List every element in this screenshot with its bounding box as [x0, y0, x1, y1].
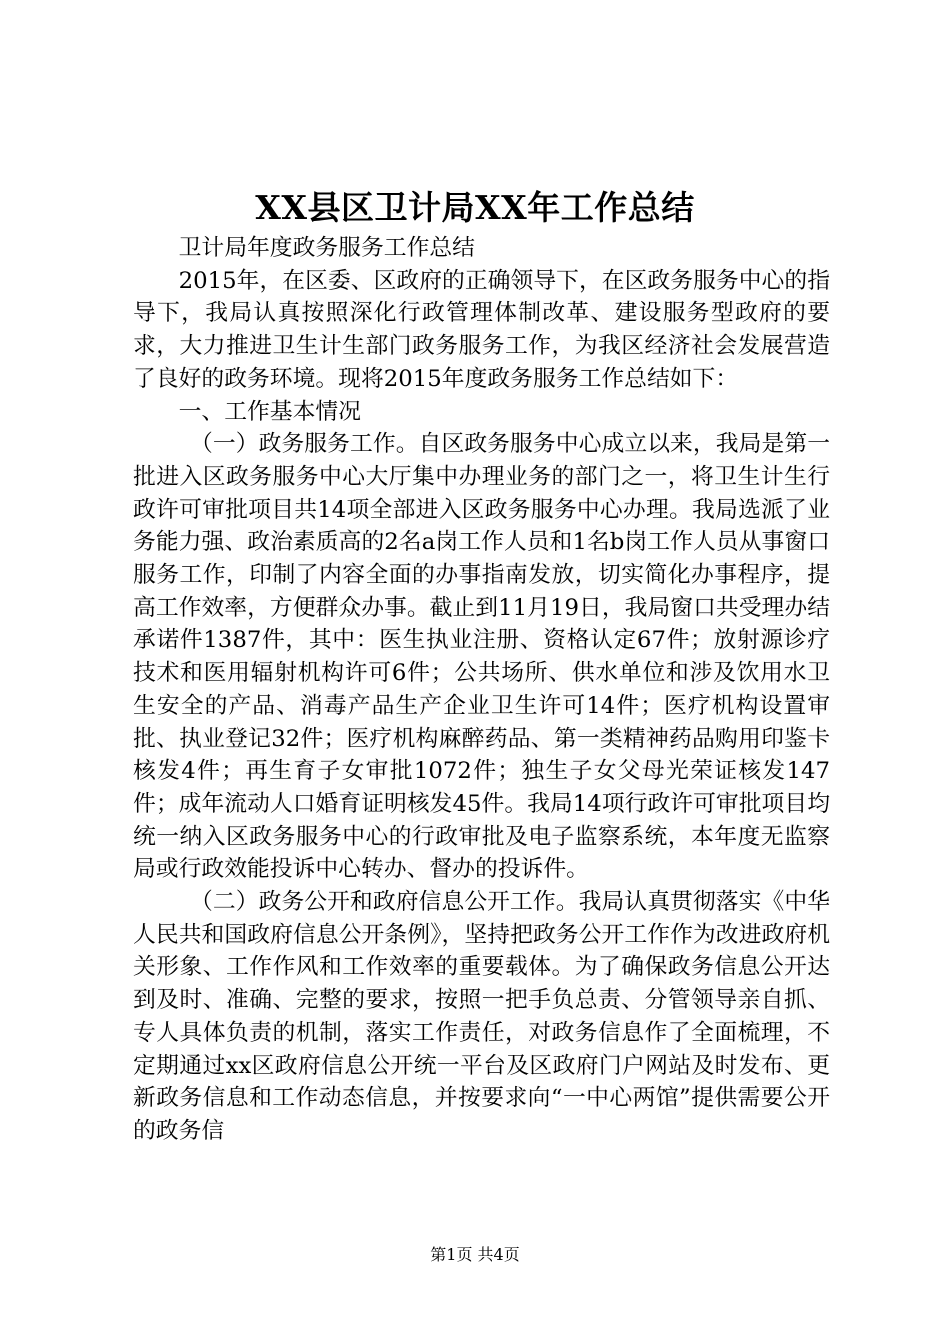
subsection-paragraph-1: （一）政务服务工作。自区政务服务中心成立以来，我局是第一批进入区政务服务中心大厅集中办理业务的部门之一，将卫生计生行政许可审批项目共14项全部进入区政务服务中心办理。我局选派了业务能力强、政治素质高的2名a岗工作人员和1名b岗工作人员从事窗口服务工作，印制了内容全面的办事指南发放，切实简化办事程序，提高工作效率，方便群众办事。截止到11月19日，我局窗口共受理办结承诺件1387件，其中：医生执业注册、资格认定67件；放射源诊疗技术和医用辐射机构许可6件；公共场所、供水单位和涉及饮用水卫生安全的产品、消毒产品生产企业卫生许可14件；医疗机构设置审批、执业登记32件；医疗机构麻醉药品、第一类精神药品购用印鉴卡核发4件；再生育子女审批1072件；独生子女父母光荣证核发147件；成年流动人口婚育证明核发45件。我局14项行政许可审批项目均统一纳入区政务服务中心的行政审批及电子监察系统，本年度无监察局或行政效能投诉中心转办、督办的投诉件。	[133, 431, 830, 883]
document-title: XX县区卫计局XX年工作总结	[255, 188, 695, 227]
subtitle-paragraph: 卫计局年度政务服务工作总结	[178, 235, 475, 261]
subsection-paragraph-2: （二）政务公开和政府信息公开工作。我局认真贯彻落实《中华人民共和国政府信息公开条例》，坚持把政务公开工作作为改进政府机关形象、工作作风和工作效率的重要载体。为了确保政务信息公开达到及时、准确、完整的要求，按照一把手负总责、分管领导亲自抓、专人具体负责的机制，落实工作责任，对政务信息作了全面梳理，不定期通过xx区政府信息公开统一平台及区政府门户网站及时发布、更新政务信息和工作动态信息，并按要求向“一中心两馆”提供需要公开的政务信	[133, 889, 830, 1144]
document-body	[133, 232, 830, 1148]
page-footer: 第1页 共4页	[430, 1245, 520, 1264]
intro-paragraph: 2015年，在区委、区政府的正确领导下，在区政务服务中心的指导下，我局认真按照深化行政管理体制改革、建设服务型政府的要求，大力推进卫生计生部门政务服务工作，为我区经济社会发展营造了良好的政务环境。现将2015年度政务服务工作总结如下：	[133, 267, 830, 392]
section-heading: 一、工作基本情况	[178, 398, 361, 425]
